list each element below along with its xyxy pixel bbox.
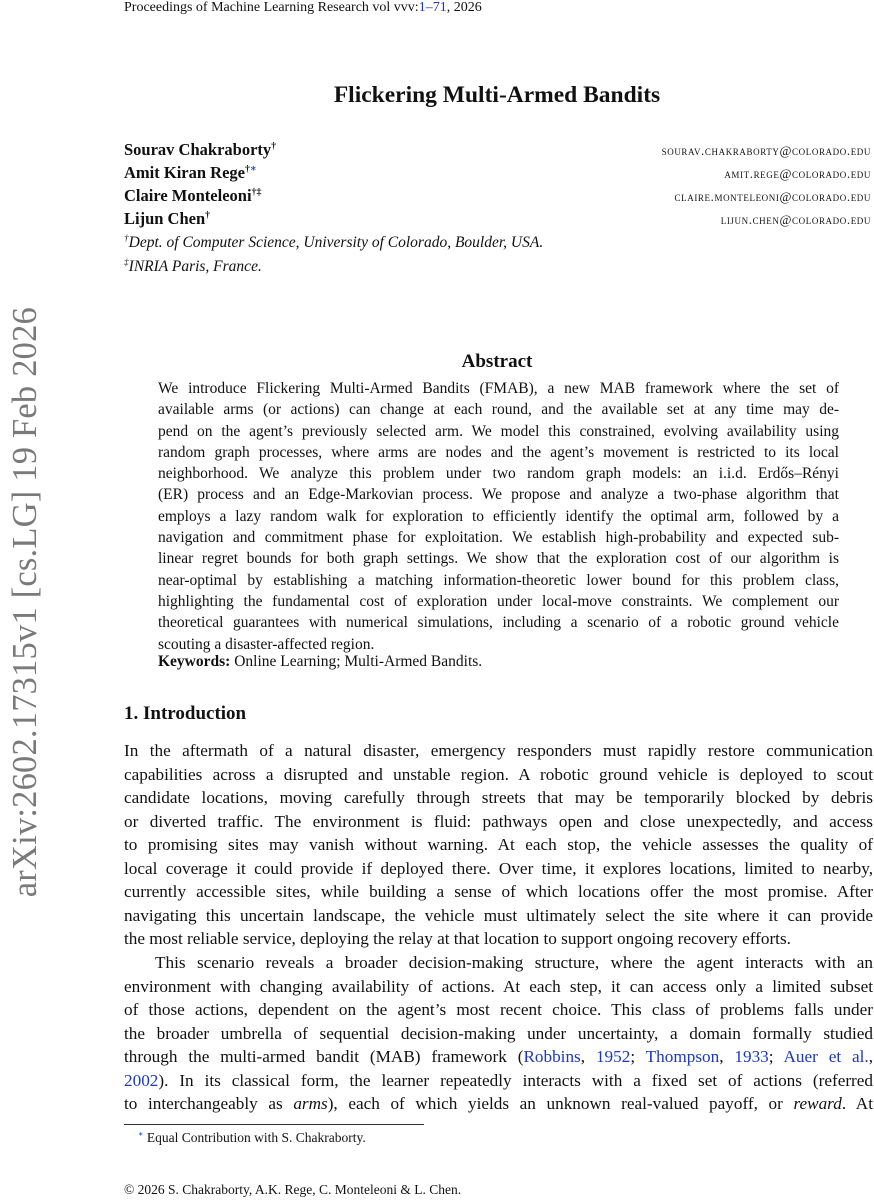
citation-thompson[interactable]: Thompson — [645, 1047, 720, 1066]
abstract-line: pend on the agent’s previously selected arm. We model this constrained, evolving availability using — [158, 422, 839, 440]
abstract-line: available arms (or actions) can change at each round, and the available set at any time may de- — [158, 401, 839, 419]
author-2-name: Amit Kiran Rege — [124, 163, 245, 182]
body-line: environment with changing availability of actions. At each step, it can access only a limited subset — [124, 976, 873, 996]
keywords-label: Keywords: — [158, 653, 231, 670]
abstract-line: scouting a disaster-affected region. — [158, 635, 375, 653]
body-line: In the aftermath of a natural disaster, emergency responders must rapidly restore communication — [124, 741, 873, 760]
author-4-email[interactable]: lijun.chen@colorado.edu — [720, 212, 871, 227]
author-4-name: Lijun Chen — [124, 209, 206, 228]
emph-reward: reward — [793, 1094, 842, 1113]
author-2-marks: † — [244, 163, 250, 175]
author-2-email[interactable]: amit.rege@colorado.edu — [724, 166, 871, 181]
running-head — [124, 0, 482, 16]
body-line: local coverage it could provide if deployed there. Over time, it explores locations, limited to nearby, — [124, 858, 873, 878]
body-line: candidate locations, moving carefully through streets that may be temporarily blocked by debris — [124, 788, 873, 807]
footnote-mark: ∗ — [138, 1129, 144, 1139]
emph-arms: arms — [293, 1094, 328, 1113]
author-3-email[interactable]: claire.monteleoni@colorado.edu — [674, 189, 871, 204]
body-line: the broader umbrella of sequential decision-making under uncertainty, a domain formally studied — [124, 1023, 873, 1043]
running-head-year: , 2026 — [446, 0, 482, 15]
intro-paragraph-1 — [124, 739, 873, 951]
abstract-line: near-optimal by establishing a matching information-theoretic lower bound for this problem class, — [158, 571, 839, 589]
body-line: through the multi-armed bandit (MAB) framework (Robbins, 1952; Thompson, 1933; Auer et al., — [124, 1047, 874, 1066]
author-1-name: Sourav Chakraborty — [124, 140, 272, 159]
body-line: to interchangeably as arms), each of which yields an unknown real-valued payoff, or reward. At — [124, 1094, 873, 1113]
citation-robbins[interactable]: Robbins — [523, 1047, 581, 1066]
running-head-venue: Proceedings of Machine Learning Research vol vvv: — [124, 0, 419, 15]
running-head-pages-link[interactable]: 1–71 — [418, 0, 447, 15]
abstract-line: navigation and commitment phase for exploitation. We establish high-probability and expected sub- — [158, 529, 839, 547]
body-line: to promising sites may vanish without warning. At each stop, the vehicle assesses the quality of — [124, 835, 873, 854]
author-3-marks: †‡ — [251, 186, 262, 198]
abstract-line: (ER) process and an Edge-Markovian process. We propose and analyze a two-phase algorithm that — [158, 486, 839, 504]
abstract-heading: Abstract — [461, 351, 533, 372]
abstract-line: linear regret bounds for both graph settings. We show that the exploration cost of our algorithm is — [158, 550, 839, 568]
author-name — [124, 163, 257, 183]
affiliation-2: ‡INRIA Paris, France. — [124, 257, 262, 275]
body-line: 2002). In its classical form, the learner repeatedly interacts with a fixed set of actions (referred — [124, 1070, 873, 1090]
affiliation-1: †Dept. of Computer Science, University of Colorado, Boulder, USA. — [124, 233, 544, 251]
author-name — [124, 186, 261, 206]
author-1-email[interactable]: sourav.chakraborty@colorado.edu — [661, 143, 871, 158]
author-name — [124, 209, 210, 229]
abstract-line: random graph processes, where arms are nodes and the agent’s movement is restricted to its local — [158, 443, 839, 461]
author-1-marks: † — [271, 140, 277, 152]
intro-paragraph-2 — [124, 951, 873, 1116]
abstract-line: employs a lazy random walk for exploration to efficiently identify the optimal arm, followed by a — [158, 507, 839, 525]
affiliation-2-mark: ‡ — [124, 257, 129, 268]
keywords — [158, 653, 482, 671]
footnote-text: Equal Contribution with S. Chakraborty. — [146, 1130, 366, 1145]
footnote-rule — [124, 1124, 424, 1125]
body-line: This scenario reveals a broader decision-making structure, where the agent interacts with an — [155, 953, 873, 972]
affiliation-1-mark: † — [124, 233, 129, 244]
citation-auer[interactable]: Auer et al. — [783, 1047, 869, 1066]
body-line: or diverted traffic. The environment is fluid: pathways open and close unexpectedly, and access — [124, 811, 873, 831]
abstract-line: We introduce Flickering Multi-Armed Bandits (FMAB), a new MAB framework where the set of — [158, 380, 839, 397]
body-line: currently accessible sites, while building a sense of which locations offer the most promise. After — [124, 882, 873, 901]
body-line: capabilities across a disrupted and unstable region. A robotic ground vehicle is deployed to scout — [124, 764, 873, 784]
citation-auer-year[interactable]: 2002 — [124, 1070, 159, 1090]
author-4-marks: † — [205, 209, 211, 221]
abstract-line: highlighting the fundamental cost of exploration under local-move constraints. We complement our — [158, 592, 839, 610]
paper-title: Flickering Multi-Armed Bandits — [333, 82, 661, 108]
arxiv-stamp: arXiv:2602.17315v1 [cs.LG] 19 Feb 2026 — [6, 307, 44, 898]
footnote — [138, 1130, 366, 1146]
abstract-body — [158, 378, 839, 655]
citation-robbins-year[interactable]: 1952 — [595, 1047, 631, 1066]
copyright-line: © 2026 S. Chakraborty, A.K. Rege, C. Monteleoni & L. Chen. — [124, 1182, 462, 1197]
author-3-name: Claire Monteleoni — [124, 186, 252, 205]
author-name — [124, 140, 276, 160]
keywords-text: Online Learning; Multi-Armed Bandits. — [234, 653, 483, 670]
section-heading: 1. Introduction — [124, 703, 247, 724]
citation-thompson-year[interactable]: 1933 — [734, 1047, 769, 1066]
abstract-line: neighborhood. We analyze this problem under two random graph models: an i.i.d. Erdős–Rényi — [158, 465, 839, 483]
author-2-footnote-link[interactable]: ∗ — [249, 163, 257, 175]
body-line: the most reliable service, deploying the relay at that location to support ongoing recovery efforts. — [124, 929, 791, 948]
body-line: of those actions, dependent on the agent’s most recent choice. This class of problems falls under — [124, 1000, 873, 1019]
body-line: navigating this uncertain landscape, the vehicle must ultimately select the site where it can provide — [124, 905, 873, 925]
abstract-line: theoretical guarantees with numerical simulations, including a scenario of a robotic ground vehicle — [158, 614, 839, 632]
